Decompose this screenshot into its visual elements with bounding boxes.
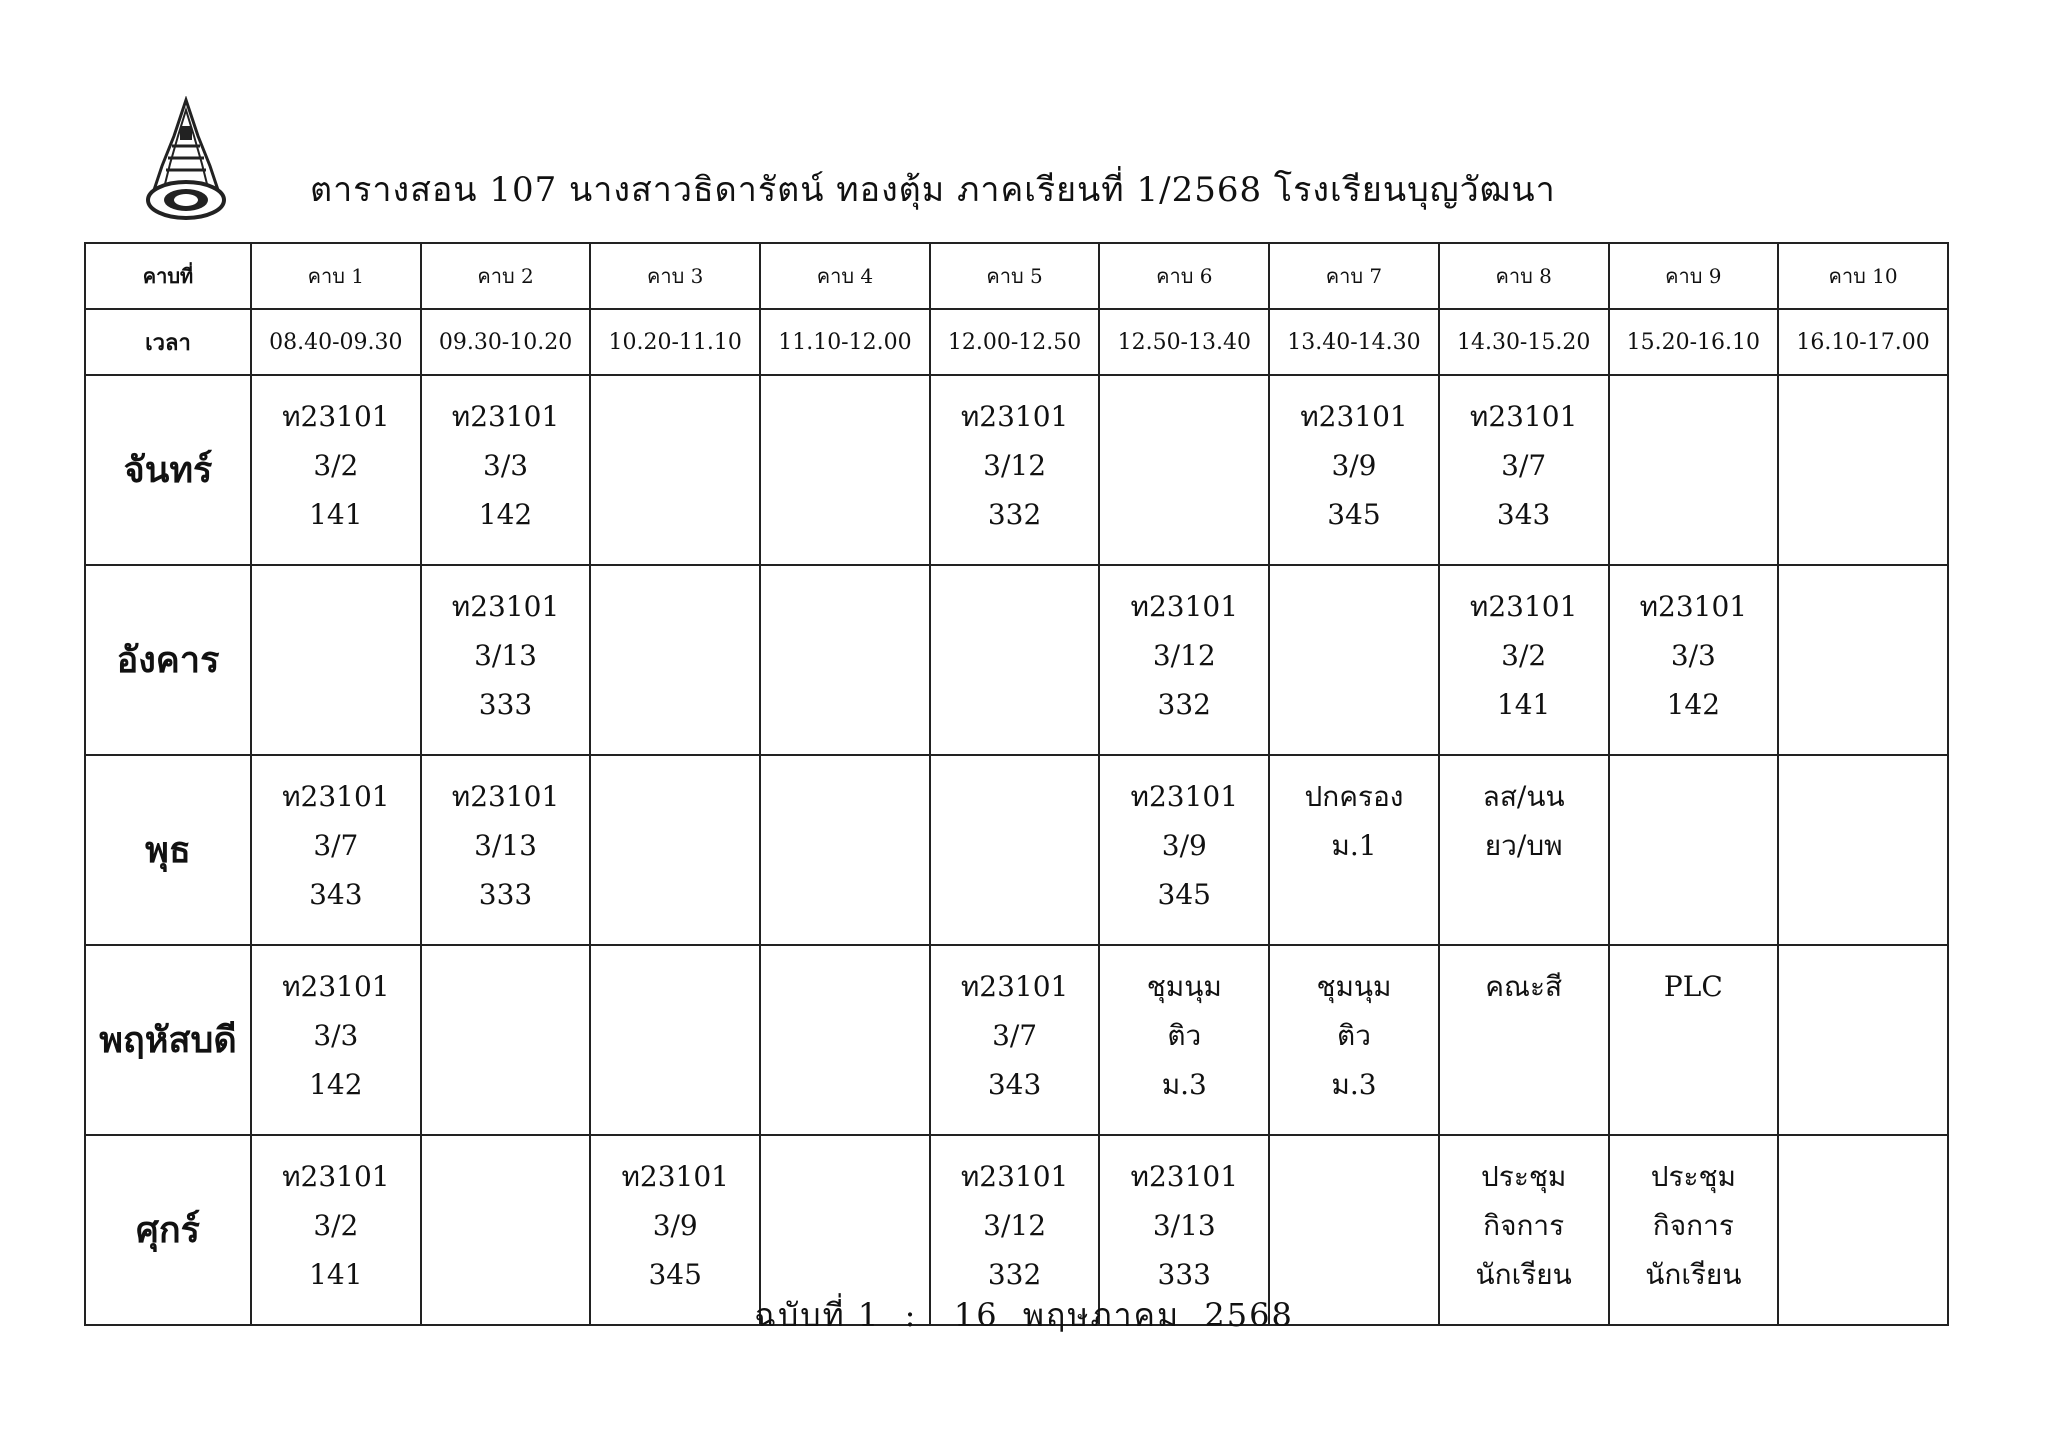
cell-line: ม.3 — [1161, 1068, 1207, 1101]
schedule-cell — [760, 375, 930, 565]
schedule-cell — [1778, 565, 1948, 755]
period-header-1: คาบ 1 — [251, 243, 421, 309]
cell-line: ท23101 — [451, 400, 560, 433]
schedule-cell — [1778, 375, 1948, 565]
cell-line: 3/3 — [483, 449, 529, 482]
cell-line: 3/2 — [313, 1209, 359, 1242]
cell-line: 332 — [987, 498, 1042, 531]
cell-line: 3/9 — [652, 1209, 698, 1242]
day-label: พฤหัสบดี — [85, 945, 251, 1135]
cell-line: ท23101 — [960, 400, 1069, 433]
schedule-cell — [1099, 945, 1269, 1135]
cell-line: ท23101 — [621, 1160, 729, 1193]
cell-line: ท23101 — [282, 400, 390, 433]
cell-line: 3/3 — [1670, 639, 1716, 672]
period-header-5: คาบ 5 — [930, 243, 1100, 309]
cell-line: 3/12 — [983, 1209, 1047, 1242]
school-logo-icon — [140, 96, 232, 224]
cell-line: กิจการ — [1652, 1209, 1734, 1242]
schedule-table — [84, 242, 1949, 1326]
cell-line: ท23101 — [1130, 1160, 1239, 1193]
time-header-row — [85, 309, 1948, 375]
cell-line: คณะสี — [1485, 970, 1563, 1003]
cell-line: 3/3 — [313, 1019, 359, 1052]
cell-line: ท23101 — [960, 1160, 1069, 1193]
cell-line: ท23101 — [451, 590, 560, 623]
cell-line: 345 — [1157, 878, 1211, 911]
cell-line: ท23101 — [1300, 400, 1408, 433]
schedule-cell — [1269, 755, 1439, 945]
period-header-10: คาบ 10 — [1778, 243, 1948, 309]
cell-line: ท23101 — [1469, 590, 1578, 623]
cell-line: ม.3 — [1331, 1068, 1377, 1101]
cell-line: 141 — [1496, 688, 1551, 721]
cell-line: 3/2 — [1501, 639, 1547, 672]
period-header-3: คาบ 3 — [590, 243, 760, 309]
time-slot-2: 09.30-10.20 — [421, 309, 591, 375]
period-header-8: คาบ 8 — [1439, 243, 1609, 309]
cell-line: PLC — [1663, 970, 1723, 1003]
time-slot-5: 12.00-12.50 — [930, 309, 1100, 375]
cell-line: ท23101 — [451, 780, 560, 813]
cell-line: ท23101 — [1130, 780, 1239, 813]
cell-line: ท23101 — [282, 970, 390, 1003]
period-header-6: คาบ 6 — [1099, 243, 1269, 309]
cell-line: นักเรียน — [1645, 1258, 1742, 1291]
time-slot-8: 14.30-15.20 — [1439, 309, 1609, 375]
schedule-cell — [251, 945, 421, 1135]
cell-line: 141 — [309, 498, 363, 531]
period-header-4: คาบ 4 — [760, 243, 930, 309]
cell-line: ม.1 — [1331, 829, 1377, 862]
cell-line: ชุมนุม — [1316, 970, 1392, 1003]
day-row-3 — [85, 755, 1948, 945]
cell-line: ท23101 — [1639, 590, 1748, 623]
day-row-1 — [85, 375, 1948, 565]
schedule-cell — [590, 565, 760, 755]
schedule-cell — [251, 565, 421, 755]
period-header-2: คาบ 2 — [421, 243, 591, 309]
schedule-cell — [1439, 945, 1609, 1135]
schedule-cell — [1269, 375, 1439, 565]
cell-line: 3/13 — [474, 829, 537, 862]
cell-line: 332 — [987, 1258, 1042, 1291]
cell-line: 345 — [648, 1258, 702, 1291]
edition-footer: ฉบับที่ 1 : 16 พฤษภาคม 2568 — [754, 1296, 1294, 1334]
period-header-9: คาบ 9 — [1609, 243, 1779, 309]
time-slot-1: 08.40-09.30 — [251, 309, 421, 375]
cell-line: นักเรียน — [1475, 1258, 1572, 1291]
cell-line: 3/2 — [313, 449, 359, 482]
day-row-4 — [85, 945, 1948, 1135]
cell-line: ปกครอง — [1304, 780, 1404, 813]
schedule-cell — [930, 375, 1100, 565]
cell-line: ชุมนุม — [1146, 970, 1222, 1003]
cell-line: 3/9 — [1331, 449, 1377, 482]
schedule-cell — [1439, 755, 1609, 945]
schedule-cell — [590, 755, 760, 945]
schedule-cell — [1439, 375, 1609, 565]
period-header-7: คาบ 7 — [1269, 243, 1439, 309]
cell-line: กิจการ — [1483, 1209, 1565, 1242]
cell-line: 333 — [478, 878, 533, 911]
time-slot-6: 12.50-13.40 — [1099, 309, 1269, 375]
cell-line: ประชุม — [1650, 1160, 1736, 1193]
cell-line: ติว — [1167, 1019, 1202, 1052]
day-label: จันทร์ — [85, 375, 251, 565]
cell-line: 3/7 — [313, 829, 359, 862]
time-label: เวลา — [85, 309, 251, 375]
cell-line: 3/7 — [1501, 449, 1547, 482]
cell-line: ท23101 — [1130, 590, 1239, 623]
schedule-cell — [760, 945, 930, 1135]
cell-line: 3/7 — [992, 1019, 1038, 1052]
cell-line: 142 — [309, 1068, 363, 1101]
schedule-cell — [1269, 945, 1439, 1135]
schedule-cell — [421, 945, 591, 1135]
schedule-cell — [1099, 375, 1269, 565]
cell-line: ติว — [1337, 1019, 1371, 1052]
cell-line: 343 — [1496, 498, 1551, 531]
schedule-cell — [1609, 565, 1779, 755]
period-label: คาบที่ — [85, 243, 251, 309]
cell-line: 3/12 — [1152, 639, 1216, 672]
schedule-cell — [1609, 755, 1779, 945]
day-row-2 — [85, 565, 1948, 755]
cell-line: 3/13 — [474, 639, 537, 672]
page-title: ตารางสอน 107 นางสาวธิดารัตน์ ทองตุ้ม ภาคเรียนที่ 1/2568 โรงเรียนบุญวัฒนา — [310, 170, 1556, 210]
schedule-cell — [1778, 945, 1948, 1135]
schedule-cell — [930, 755, 1100, 945]
schedule-cell — [1099, 755, 1269, 945]
cell-line: 3/9 — [1161, 829, 1207, 862]
schedule-cell — [760, 565, 930, 755]
schedule-cell — [930, 945, 1100, 1135]
day-label: อังคาร — [85, 565, 251, 755]
cell-line: 343 — [309, 878, 363, 911]
cell-line: 142 — [1666, 688, 1721, 721]
schedule-cell — [421, 755, 591, 945]
schedule-cell — [1439, 565, 1609, 755]
schedule-cell — [1269, 565, 1439, 755]
cell-line: ประชุม — [1481, 1160, 1567, 1193]
schedule-cell — [1609, 375, 1779, 565]
schedule-cell — [421, 375, 591, 565]
cell-line: ท23101 — [282, 780, 390, 813]
day-label: ศุกร์ — [85, 1135, 251, 1325]
schedule-cell — [1778, 755, 1948, 945]
cell-line: ยว/บพ — [1484, 829, 1563, 862]
schedule-cell — [760, 755, 930, 945]
cell-line: ท23101 — [1469, 400, 1578, 433]
cell-line: ลส/นน — [1482, 780, 1565, 813]
cell-line: ท23101 — [960, 970, 1069, 1003]
cell-line: 3/12 — [983, 449, 1047, 482]
schedule-cell — [251, 375, 421, 565]
schedule-cell — [1099, 565, 1269, 755]
time-slot-3: 10.20-11.10 — [590, 309, 760, 375]
schedule-cell — [930, 565, 1100, 755]
time-slot-4: 11.10-12.00 — [760, 309, 930, 375]
schedule-cell — [590, 945, 760, 1135]
schedule-cell — [590, 375, 760, 565]
cell-line: ท23101 — [282, 1160, 390, 1193]
cell-line: 141 — [309, 1258, 363, 1291]
schedule-cell — [421, 565, 591, 755]
cell-line: 332 — [1157, 688, 1211, 721]
period-header-row — [85, 243, 1948, 309]
schedule-cell — [1609, 945, 1779, 1135]
schedule-cell — [251, 755, 421, 945]
day-label: พุธ — [85, 755, 251, 945]
time-slot-7: 13.40-14.30 — [1269, 309, 1439, 375]
cell-line: 142 — [478, 498, 533, 531]
cell-line: 345 — [1327, 498, 1381, 531]
time-slot-9: 15.20-16.10 — [1609, 309, 1779, 375]
time-slot-10: 16.10-17.00 — [1778, 309, 1948, 375]
cell-line: 343 — [987, 1068, 1042, 1101]
cell-line: 333 — [1157, 1258, 1211, 1291]
cell-line: 333 — [478, 688, 533, 721]
cell-line: 3/13 — [1152, 1209, 1216, 1242]
